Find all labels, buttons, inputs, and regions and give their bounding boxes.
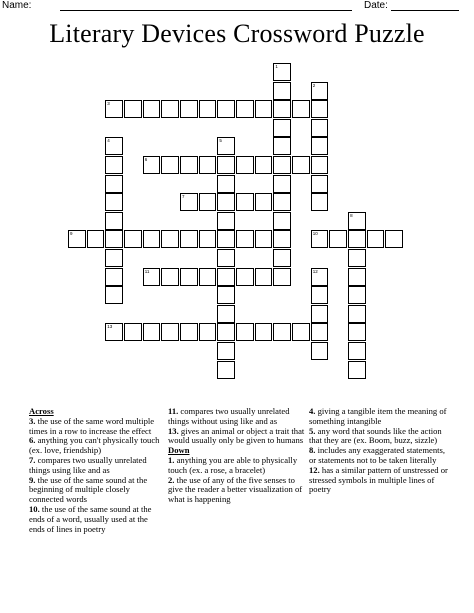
crossword-cell[interactable] xyxy=(311,230,329,248)
clue-text: giving a tangible item the meaning of something intangible xyxy=(309,406,447,426)
crossword-cell[interactable] xyxy=(348,286,366,304)
crossword-cell[interactable] xyxy=(311,286,329,304)
clue-text: anything you are able to physically touch (ex. a rose, a bracelet) xyxy=(168,454,298,475)
crossword-cell[interactable] xyxy=(273,268,291,286)
crossword-cell[interactable] xyxy=(273,175,291,193)
page-title: Literary Devices Crossword Puzzle xyxy=(49,19,425,48)
crossword-cell[interactable] xyxy=(311,305,329,323)
date-label: Date: xyxy=(364,0,388,11)
crossword-cell[interactable] xyxy=(217,323,235,341)
crossword-cell[interactable] xyxy=(105,323,123,341)
clue-text: compares two usually unrelated things using like and as xyxy=(29,454,147,475)
crossword-cell[interactable] xyxy=(105,249,123,267)
crossword-cell[interactable] xyxy=(161,100,179,118)
clue-number: 9. xyxy=(29,474,36,485)
crossword-cell[interactable] xyxy=(199,100,217,118)
crossword-cell[interactable] xyxy=(348,305,366,323)
crossword-cell[interactable] xyxy=(217,249,235,267)
crossword-cell[interactable] xyxy=(199,156,217,174)
crossword-cell[interactable] xyxy=(105,175,123,193)
crossword-cell[interactable] xyxy=(273,137,291,155)
crossword-cell[interactable] xyxy=(311,82,329,100)
crossword-cell[interactable] xyxy=(348,323,366,341)
clue-text: the use of any of the five senses to give the reader a better visualization of what is happening xyxy=(168,474,303,505)
clue-text: gives an animal or object a trait that would usually only be given to humans xyxy=(168,425,305,446)
clue-number: 11. xyxy=(168,406,179,416)
crossword-cell[interactable] xyxy=(199,323,217,341)
name-label: Name: xyxy=(2,0,32,11)
crossword-cell[interactable] xyxy=(217,361,235,379)
clue-text: any word that sounds like the action that they are (ex. Boom, buzz, sizzle) xyxy=(309,425,442,446)
crossword-cell[interactable] xyxy=(217,212,235,230)
crossword-cell[interactable] xyxy=(180,100,198,118)
crossword-cell[interactable] xyxy=(68,230,86,248)
clue-text: includes any exaggerated statements, or statements not to be taken literally xyxy=(309,445,446,465)
crossword-cell[interactable] xyxy=(236,323,254,341)
clue-number-label: 4 xyxy=(107,138,110,144)
clue-number: 12. xyxy=(309,464,320,475)
crossword-cell[interactable] xyxy=(255,156,273,174)
clue-item xyxy=(168,407,306,427)
crossword-cell[interactable] xyxy=(236,100,254,118)
crossword-cell[interactable] xyxy=(161,156,179,174)
crossword-cell[interactable] xyxy=(292,323,310,341)
clue-number: 1. xyxy=(168,454,175,465)
clue-number-label: 2 xyxy=(312,82,316,88)
crossword-cell[interactable] xyxy=(180,193,198,211)
crossword-cell[interactable] xyxy=(180,156,198,174)
clue-item xyxy=(309,446,449,466)
crossword-cell[interactable] xyxy=(255,323,273,341)
crossword-cell[interactable] xyxy=(311,323,329,341)
crossword-cell[interactable] xyxy=(105,156,123,174)
crossword-cell[interactable] xyxy=(273,230,291,248)
crossword-cell[interactable] xyxy=(124,100,142,118)
crossword-cell[interactable] xyxy=(217,156,235,174)
crossword-cell[interactable] xyxy=(124,323,142,341)
clues-column-3 xyxy=(309,407,449,495)
across-heading: Across xyxy=(29,406,54,416)
crossword-cell[interactable] xyxy=(180,323,198,341)
clue-text: anything you can't physically touch (ex. love, friendship) xyxy=(29,435,160,456)
clue-number: 13. xyxy=(168,425,179,436)
crossword-cell[interactable] xyxy=(217,342,235,360)
crossword-cell[interactable] xyxy=(348,230,366,248)
crossword-cell[interactable] xyxy=(273,212,291,230)
crossword-cell[interactable] xyxy=(367,230,385,248)
crossword-cell[interactable] xyxy=(348,268,366,286)
clue-number: 4. xyxy=(309,406,316,416)
crossword-cell[interactable] xyxy=(217,230,235,248)
crossword-cell[interactable] xyxy=(348,249,366,267)
crossword-cell[interactable] xyxy=(311,100,329,118)
clue-number: 3. xyxy=(29,415,36,426)
crossword-cell[interactable] xyxy=(199,268,217,286)
crossword-cell[interactable] xyxy=(348,361,366,379)
crossword-cell[interactable] xyxy=(217,286,235,304)
crossword-cell[interactable] xyxy=(329,230,347,248)
clue-item xyxy=(29,456,165,476)
crossword-cell[interactable] xyxy=(180,230,198,248)
clue-item xyxy=(309,466,449,495)
crossword-cell[interactable] xyxy=(105,137,123,155)
clue-text: compares two usually unrelated things without using like and as xyxy=(168,406,290,426)
clue-text: the use of the same word multiple times in a row to increase the effect xyxy=(29,415,155,436)
crossword-cell[interactable] xyxy=(255,100,273,118)
crossword-cell[interactable] xyxy=(236,156,254,174)
clue-number: 10. xyxy=(29,503,40,514)
crossword-cell[interactable] xyxy=(273,156,291,174)
crossword-cell[interactable] xyxy=(236,230,254,248)
crossword-cell[interactable] xyxy=(217,268,235,286)
crossword-cell[interactable] xyxy=(236,193,254,211)
crossword-cell[interactable] xyxy=(105,100,123,118)
crossword-cell[interactable] xyxy=(161,230,179,248)
crossword-cell[interactable] xyxy=(255,230,273,248)
crossword-cell[interactable] xyxy=(105,268,123,286)
clue-item xyxy=(309,427,449,447)
crossword-cell[interactable] xyxy=(273,193,291,211)
clue-number: 6. xyxy=(29,435,36,446)
crossword-cell[interactable] xyxy=(143,230,161,248)
crossword-cell[interactable] xyxy=(348,212,366,230)
crossword-cell[interactable] xyxy=(105,286,123,304)
clue-number: 5. xyxy=(309,425,316,436)
crossword-cell[interactable] xyxy=(292,156,310,174)
clue-item xyxy=(29,476,165,505)
clue-text: the use of the same sound at the ends of a word, usually used at the ends of lines in poetry xyxy=(29,503,152,534)
crossword-cell[interactable] xyxy=(161,268,179,286)
clue-item xyxy=(168,456,306,476)
crossword-cell[interactable] xyxy=(311,268,329,286)
clue-number: 8. xyxy=(309,445,316,456)
crossword-cell[interactable] xyxy=(217,193,235,211)
clue-number-label: 1 xyxy=(275,64,278,69)
crossword-cell[interactable] xyxy=(105,193,123,211)
crossword-cell[interactable] xyxy=(105,212,123,230)
clue-item xyxy=(168,427,306,447)
crossword-cell[interactable] xyxy=(311,342,329,360)
clue-number-label: 8 xyxy=(350,212,353,218)
crossword-cell[interactable] xyxy=(217,100,235,118)
crossword-cell[interactable] xyxy=(87,230,105,248)
clue-text: has a similar pattern of unstressed or stressed symbols in multiple lines of poetry xyxy=(309,464,448,495)
clues-column-1 xyxy=(29,407,165,534)
clue-number-label: 3 xyxy=(107,101,110,107)
crossword-cell[interactable] xyxy=(143,100,161,118)
clue-number: 2. xyxy=(168,474,175,485)
clues-column-2 xyxy=(168,407,306,505)
crossword-cell[interactable] xyxy=(292,100,310,118)
crossword-cell[interactable] xyxy=(311,137,329,155)
crossword-cell[interactable] xyxy=(311,193,329,211)
clue-number-label: 10 xyxy=(312,231,318,237)
crossword-cell[interactable] xyxy=(273,119,291,137)
down-heading: Down xyxy=(168,445,190,456)
crossword-cell[interactable] xyxy=(273,249,291,267)
crossword-cell[interactable] xyxy=(273,323,291,341)
crossword-cell[interactable] xyxy=(217,175,235,193)
clue-item xyxy=(29,436,165,456)
crossword-cell[interactable] xyxy=(385,230,403,248)
clue-number-label: 12 xyxy=(312,268,318,274)
crossword-cell[interactable] xyxy=(143,323,161,341)
clue-number-label: 9 xyxy=(70,231,73,237)
crossword-cell[interactable] xyxy=(143,268,161,286)
crossword-cell[interactable] xyxy=(217,305,235,323)
crossword-cell[interactable] xyxy=(255,193,273,211)
crossword-cell[interactable] xyxy=(180,268,198,286)
crossword-cell[interactable] xyxy=(311,156,329,174)
crossword-cell[interactable] xyxy=(255,268,273,286)
crossword-cell[interactable] xyxy=(143,156,161,174)
crossword-cell[interactable] xyxy=(236,268,254,286)
crossword-cell[interactable] xyxy=(311,175,329,193)
crossword-cell[interactable] xyxy=(273,63,291,81)
clue-number-label: 7 xyxy=(182,194,185,200)
crossword-cell[interactable] xyxy=(124,230,142,248)
clue-number-label: 6 xyxy=(144,157,148,162)
clue-item xyxy=(29,505,165,534)
crossword-cell[interactable] xyxy=(348,342,366,360)
crossword-cell[interactable] xyxy=(199,230,217,248)
clue-number-label: 5 xyxy=(219,138,222,144)
crossword-cell[interactable] xyxy=(273,100,291,118)
crossword-cell[interactable] xyxy=(161,323,179,341)
crossword-cell[interactable] xyxy=(217,137,235,155)
clue-item xyxy=(168,476,306,505)
crossword-cell[interactable] xyxy=(199,193,217,211)
crossword-cell[interactable] xyxy=(273,82,291,100)
clue-text: the use of the same sound at the beginning of multiple closely connected words xyxy=(29,474,148,505)
clue-number-label: 11 xyxy=(144,268,150,274)
crossword-cell[interactable] xyxy=(311,119,329,137)
clue-number-label: 13 xyxy=(107,324,113,330)
clue-item xyxy=(309,407,449,427)
clue-number: 7. xyxy=(29,454,36,465)
clue-item xyxy=(29,417,165,437)
crossword-cell[interactable] xyxy=(105,230,123,248)
